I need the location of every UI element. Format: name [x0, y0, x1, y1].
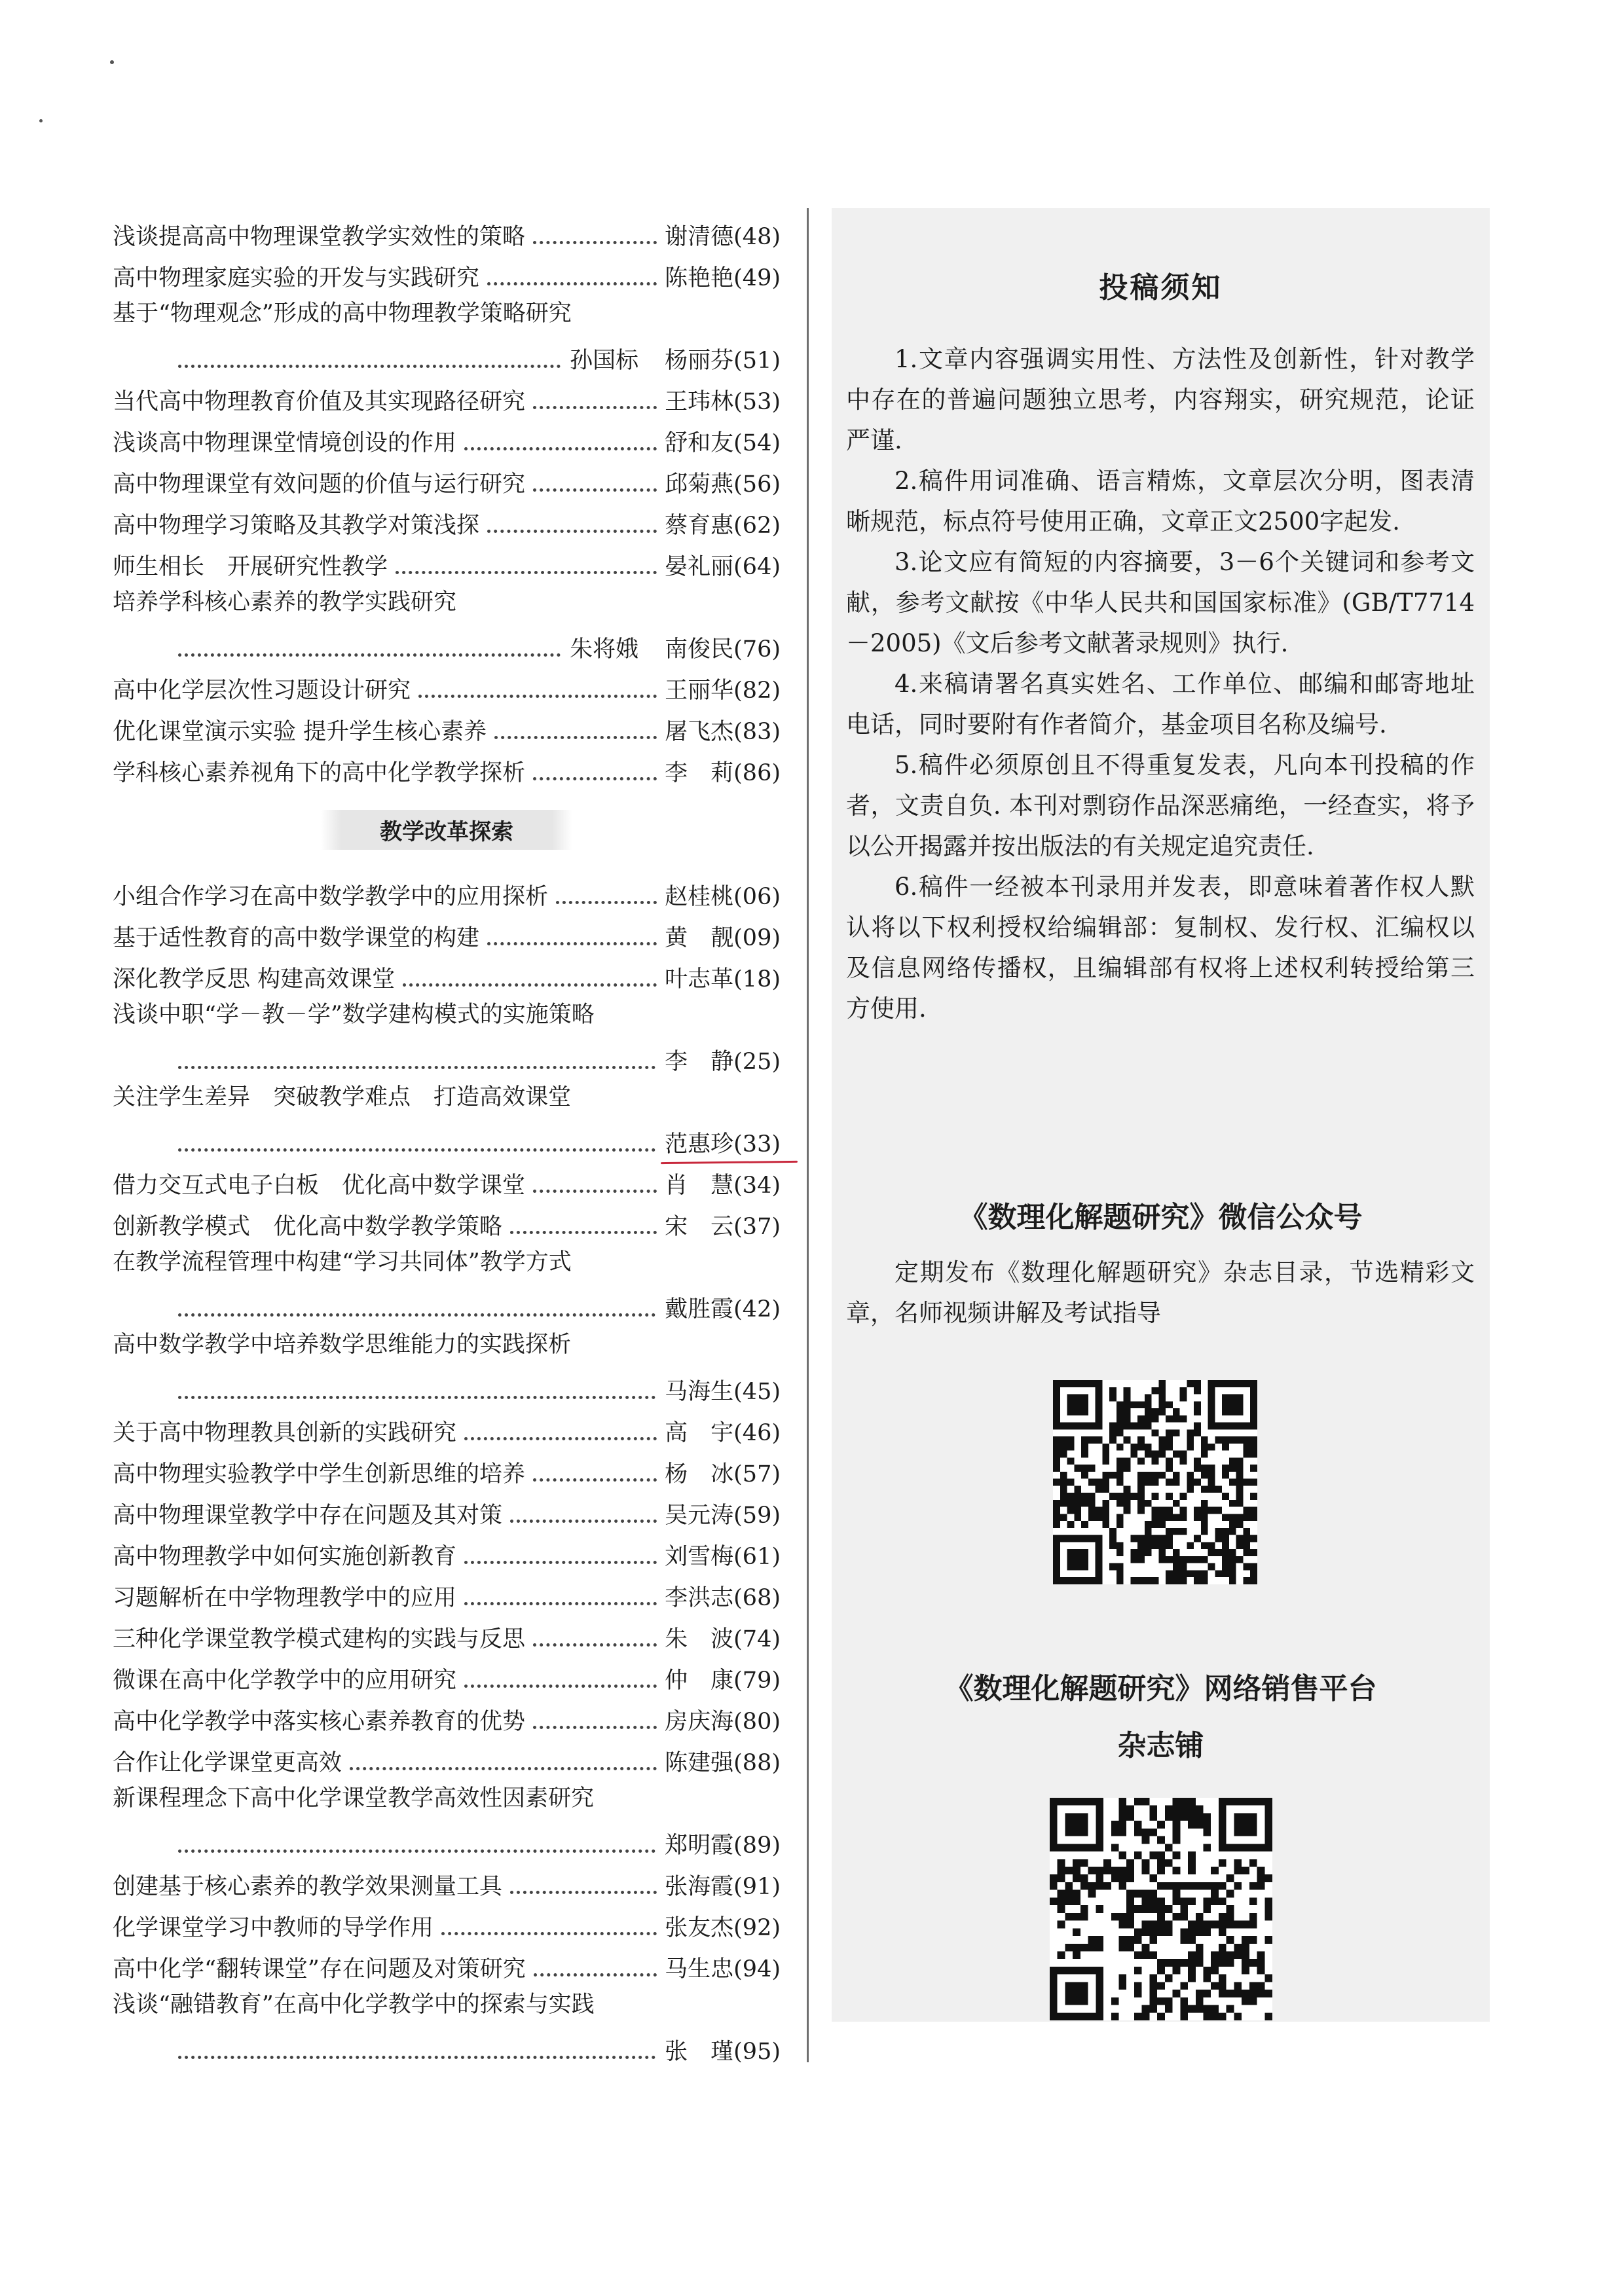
toc-entry[interactable]: 借力交互式电子白板 优化高中数学课堂 肖 慧(34): [113, 1173, 781, 1199]
toc-entry-authors: 李 静(25): [113, 1036, 781, 1077]
toc-entry[interactable]: 三种化学课堂教学模式建构的实践与反思 朱 波(74): [113, 1626, 781, 1652]
highlighted-author: 范惠珍(33): [665, 1129, 781, 1159]
toc-entry[interactable]: 高中物理学习策略及其教学对策浅探 蔡育惠(62): [113, 513, 781, 539]
toc-entry[interactable]: 师生相长 开展研究性教学 晏礼丽(64): [113, 554, 781, 580]
toc-entry-authors: [113, 1118, 781, 1159]
toc-entry[interactable]: 浅谈高中物理课堂情境创设的作用 舒和友(54): [113, 430, 781, 456]
toc-entry[interactable]: 高中化学层次性习题设计研究 王丽华(82): [113, 678, 781, 704]
toc-entry[interactable]: 学科核心素养视角下的高中化学教学探析 李 莉(86): [113, 760, 781, 786]
section-heading: 教学改革探索: [113, 788, 781, 871]
toc-entry-title[interactable]: 高中数学教学中培养数学思维能力的实践探析: [113, 1332, 572, 1358]
wechat-title: 《数理化解题研究》微信公众号: [959, 1201, 1363, 1234]
toc-entry[interactable]: 高中物理教学中如何实施创新教育 刘雪梅(61): [113, 1544, 781, 1570]
toc-entry[interactable]: 创新教学模式 优化高中数学教学策略 宋 云(37): [113, 1214, 781, 1240]
toc-entry-authors: 孙国标 杨丽芬(51): [113, 335, 781, 376]
toc-entry[interactable]: 高中物理家庭实验的开发与实践研究 陈艳艳(49): [113, 265, 781, 291]
toc-entry[interactable]: 关于高中物理教具创新的实践研究 高 宇(46): [113, 1420, 781, 1446]
notice-item: 1.文章内容强调实用性、方法性及创新性，针对教学中存在的普遍问题独立思考，内容翔实，研究规范，论证严谨.: [846, 345, 1475, 454]
toc-entry[interactable]: 当代高中物理教育价值及其实现路径研究 王玮林(53): [113, 389, 781, 415]
notice-item: 6.稿件一经被本刊录用并发表，即意味着著作权人默认将以下权利授权给编辑部：复制权、发行权、汇编权以及信息网络传播权，且编辑部有权将上述权利转授给第三方使用.: [846, 873, 1475, 1023]
toc-entry-title[interactable]: 浅谈“融错教育”在高中化学教学中的探索与实践: [113, 1992, 595, 2018]
toc-entry[interactable]: 合作让化学课堂更高效 陈建强(88): [113, 1750, 781, 1776]
toc-entry[interactable]: 高中物理课堂教学中存在问题及其对策 吴元涛(59): [113, 1503, 781, 1529]
toc-entry-title[interactable]: 关注学生差异 突破教学难点 打造高效课堂: [113, 1084, 572, 1110]
column-divider: [807, 208, 809, 2062]
toc-entry-title[interactable]: 在教学流程管理中构建“学习共同体”教学方式: [113, 1249, 572, 1275]
notice-title: 投稿须知: [1099, 271, 1223, 304]
platform-title: 《数理化解题研究》网络销售平台: [944, 1672, 1377, 1705]
toc-entry[interactable]: 小组合作学习在高中数学教学中的应用探析 赵桂桃(06): [113, 884, 781, 910]
wechat-description: 定期发布《数理化解题研究》杂志目录，节选精彩文章，名师视频讲解及考试指导: [846, 1258, 1475, 1327]
toc-entry-authors: 戴胜霞(42): [113, 1283, 781, 1324]
toc-entry-authors: 张 瑾(95): [113, 2026, 781, 2067]
notice-panel: [832, 208, 1490, 2022]
toc-entry-title[interactable]: 浅谈中职“学－教－学”数学建构模式的实施策略: [113, 1002, 595, 1028]
toc-entry[interactable]: 高中化学教学中落实核心素养教育的优势 房庆海(80): [113, 1709, 781, 1735]
shop-title: 杂志铺: [1117, 1729, 1204, 1762]
toc-entry-authors: 朱将娥 南俊民(76): [113, 623, 781, 665]
toc-entry[interactable]: 创建基于核心素养的教学效果测量工具 张海霞(91): [113, 1874, 781, 1900]
toc-entry[interactable]: 深化教学反思 构建高效课堂 叶志革(18): [113, 966, 781, 993]
toc-entry[interactable]: 化学课堂学习中教师的导学作用 张友杰(92): [113, 1915, 781, 1941]
toc-entry[interactable]: 高中化学“翻转课堂”存在问题及对策研究 马生忠(94): [113, 1956, 781, 1982]
notice-item: 2.稿件用词准确、语言精炼，文章层次分明，图表清晰规范，标点符号使用正确，文章正文2500字起发.: [846, 467, 1475, 536]
toc-entry[interactable]: 习题解析在中学物理教学中的应用 李洪志(68): [113, 1585, 781, 1611]
toc-entry-title[interactable]: 培养学科核心素养的教学实践研究: [113, 589, 457, 615]
toc-entry[interactable]: 基于适性教育的高中数学课堂的构建 黄 靓(09): [113, 925, 781, 951]
toc-entry[interactable]: 微课在高中化学教学中的应用研究 仲 康(79): [113, 1667, 781, 1694]
shop-qr-code-icon[interactable]: [1050, 1798, 1272, 2020]
scan-speck: [39, 119, 43, 122]
notice-item: 4.来稿请署名真实姓名、工作单位、邮编和邮寄地址电话，同时要附有作者简介，基金项目名称及编号.: [846, 670, 1475, 738]
scan-speck: [110, 60, 114, 64]
toc-entry[interactable]: 高中物理课堂有效问题的价值与运行研究 邱菊燕(56): [113, 471, 781, 498]
notice-item: 3.论文应有简短的内容摘要，3－6个关键词和参考文献，参考文献按《中华人民共和国国家标准》(GB/T7714－2005)《文后参考文献著录规则》执行.: [846, 548, 1475, 657]
table-of-contents: [113, 211, 781, 2067]
toc-entry-title[interactable]: 新课程理念下高中化学课堂教学高效性因素研究: [113, 1785, 595, 1812]
notice-body: [846, 339, 1475, 1029]
toc-entry-title[interactable]: 基于“物理观念”形成的高中物理教学策略研究: [113, 301, 572, 327]
toc-entry[interactable]: 高中物理实验教学中学生创新思维的培养 杨 冰(57): [113, 1461, 781, 1487]
toc-entry-authors: 郑明霞(89): [113, 1819, 781, 1861]
toc-entry[interactable]: 优化课堂演示实验 提升学生核心素养 屠飞杰(83): [113, 719, 781, 745]
wechat-qr-code-icon[interactable]: [1053, 1380, 1257, 1584]
toc-entry[interactable]: 浅谈提高高中物理课堂教学实效性的策略 谢清德(48): [113, 224, 781, 250]
toc-entry-authors: 马海生(45): [113, 1366, 781, 1407]
notice-item: 5.稿件必须原创且不得重复发表，凡向本刊投稿的作者，文责自负. 本刊对剽窃作品深恶痛绝，一经查实，将予以公开揭露并按出版法的有关规定追究责任.: [846, 751, 1475, 860]
